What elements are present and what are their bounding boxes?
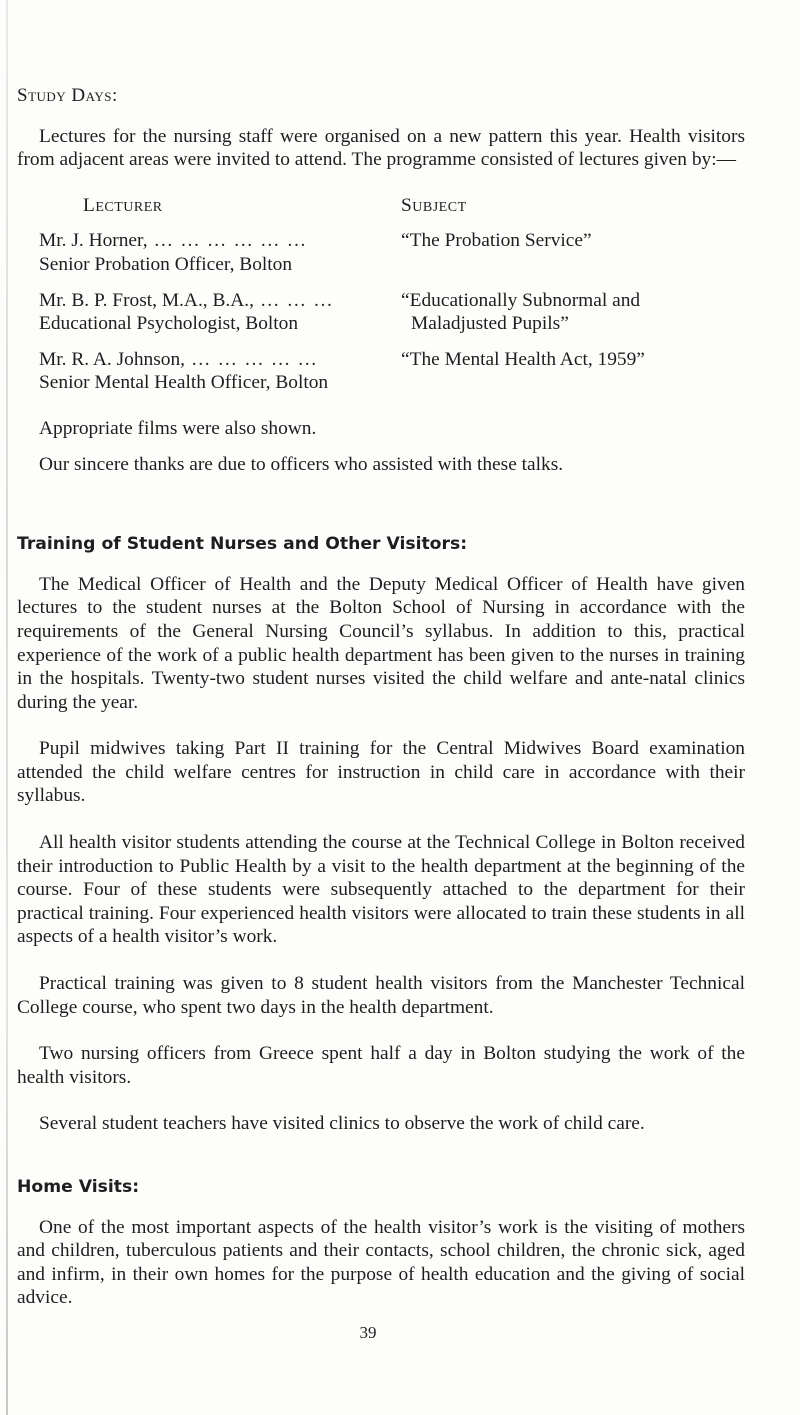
lecturer-title: Senior Probation Officer, Bolton — [39, 253, 293, 275]
leader-dots: … … … … … — [191, 348, 319, 370]
lecture-subject: “The Probation Service” — [401, 230, 592, 252]
lecturer-name: Mr. B. P. Frost, M.A., B.A., — [39, 289, 254, 311]
lecture-row — [17, 348, 745, 395]
training-paragraph: Practical training was given to 8 student health visitors from the Manchester Technical College course, who spent two days in the health department. — [17, 973, 745, 1018]
home-visits-heading: Home Visits: — [17, 1177, 140, 1197]
lecturer-name: Mr. J. Horner, — [39, 230, 148, 252]
study-days-intro: Lectures for the nursing staff were organised on a new pattern this year. Health visitors from adjacent areas were invited to attend. The programme consisted of lectures given by:— — [17, 125, 745, 171]
training-paragraph: Several student teachers have visited clinics to observe the work of child care. — [39, 1113, 645, 1135]
document-page — [17, 84, 745, 1345]
training-paragraph: The Medical Officer of Health and the Deputy Medical Officer of Health have given lectures to the student nurses at the Bolton School of Nursing in accordance with the requirements of the General Nursing Council’s syllabus. In addition to this, practical experience of the work of a public health department has been given to the nurses in training in the hospitals. Twenty-two student nurses visited the child welfare and ante-natal clinics during the year. — [17, 573, 745, 713]
home-visits-paragraph: One of the most important aspects of the health visitor’s work is the visiting of mothers and children, tuberculous patients and their contacts, school children, the chronic sick, aged and infirm, in their own homes for the purpose of health education and the giving of social advice. — [17, 1216, 745, 1309]
training-paragraph: All health visitor students attending the course at the Technical College in Bolton received their introduction to Public Health by a visit to the health department at the beginning of the course. Four of these students were subsequently attached to the department for their practical training. Four experienced health visitors were allocated to train these students in all aspects of a health visitor’s work. — [17, 832, 745, 948]
study-days-heading: Study Days: — [17, 85, 118, 106]
thanks-note: Our sincere thanks are due to officers who assisted with these talks. — [39, 453, 564, 475]
lecture-row — [17, 289, 745, 336]
lecturer-column-header: Lecturer — [83, 194, 163, 216]
lecturer-title: Senior Mental Health Officer, Bolton — [39, 372, 329, 394]
page-number: 39 — [359, 1322, 377, 1342]
lecture-subject: “Educationally Subnormal and — [401, 289, 641, 311]
training-paragraph: Two nursing officers from Greece spent half a day in Bolton studying the work of the health visitors. — [17, 1043, 745, 1088]
training-paragraph: Pupil midwives taking Part II training for the Central Midwives Board examination attended the child welfare centres for instruction in child care in accordance with their syllabus. — [17, 738, 745, 807]
lecturer-title: Educational Psychologist, Bolton — [39, 313, 299, 335]
leader-dots: … … … … … … — [153, 230, 308, 252]
lecturer-name: Mr. R. A. Johnson, — [39, 348, 185, 370]
subject-column-header: Subject — [401, 194, 467, 216]
lecture-subject-continued: Maladjusted Pupils” — [411, 313, 569, 335]
lecture-row — [17, 229, 745, 276]
films-note: Appropriate films were also shown. — [39, 417, 317, 439]
scan-edge — [6, 0, 8, 1415]
training-heading: Training of Student Nurses and Other Visitors: — [17, 534, 468, 555]
lecture-table-header — [17, 194, 745, 218]
leader-dots: … … … — [259, 289, 334, 311]
lecture-subject: “The Mental Health Act, 1959” — [401, 348, 645, 370]
